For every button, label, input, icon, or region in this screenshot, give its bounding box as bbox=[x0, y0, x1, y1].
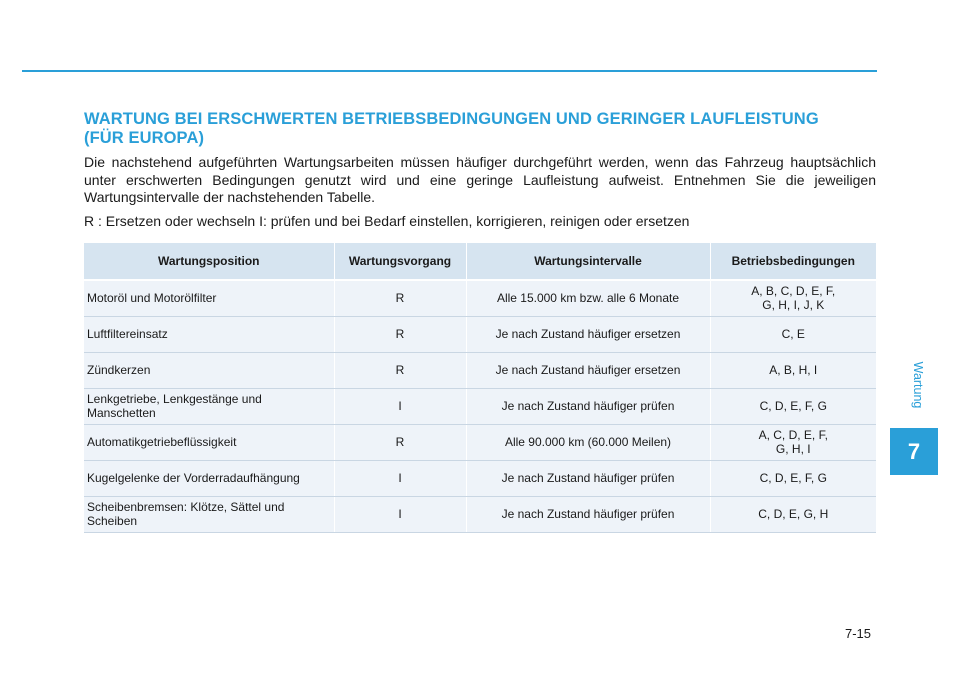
cell-line: A, C, D, E, F, bbox=[758, 428, 828, 442]
cell-line: A, B, C, D, E, F, bbox=[751, 284, 836, 298]
header-action: Wartungsvorgang bbox=[334, 243, 466, 280]
cell-line: Manschetten bbox=[87, 406, 156, 420]
cell-position bbox=[84, 460, 334, 496]
page-number: 7-15 bbox=[845, 626, 872, 641]
cell-line: Alle 90.000 km (60.000 Meilen) bbox=[504, 435, 672, 449]
cell-line: Lenkgetriebe, Lenkgestänge und bbox=[87, 392, 262, 406]
cell-conditions bbox=[710, 352, 876, 388]
section-title-line-2: (FÜR EUROPA) bbox=[84, 129, 205, 147]
cell-position bbox=[84, 316, 334, 352]
table-row bbox=[84, 316, 876, 352]
cell-interval bbox=[466, 424, 710, 460]
cell-interval bbox=[466, 352, 710, 388]
cell-position bbox=[84, 424, 334, 460]
cell-action: R bbox=[334, 424, 466, 460]
cell-line: C, E bbox=[781, 327, 805, 341]
main-content bbox=[84, 110, 876, 533]
table-header-row bbox=[84, 243, 876, 280]
side-tab bbox=[901, 340, 935, 430]
table-row bbox=[84, 352, 876, 388]
cell-interval bbox=[466, 388, 710, 424]
legend-text: R : Ersetzen oder wechseln I: prüfen und bei Bedarf einstellen, korrigieren, reinigen oder ersetzen bbox=[84, 212, 690, 229]
cell-line: C, D, E, F, G bbox=[759, 471, 827, 485]
cell-line: Je nach Zustand häufiger ersetzen bbox=[495, 363, 681, 377]
cell-line: Kugelgelenke der Vorderradaufhängung bbox=[87, 471, 300, 485]
section-title bbox=[84, 110, 876, 148]
cell-line: Je nach Zustand häufiger prüfen bbox=[501, 399, 675, 413]
cell-conditions bbox=[710, 424, 876, 460]
table-row bbox=[84, 424, 876, 460]
cell-action: R bbox=[334, 316, 466, 352]
cell-conditions bbox=[710, 460, 876, 496]
table-row bbox=[84, 388, 876, 424]
table-row bbox=[84, 280, 876, 317]
cell-interval bbox=[466, 460, 710, 496]
cell-line: Alle 15.000 km bzw. alle 6 Monate bbox=[496, 291, 680, 305]
cell-conditions bbox=[710, 316, 876, 352]
section-title-line-1: WARTUNG BEI ERSCHWERTEN BETRIEBSBEDINGUNGEN UND GERINGER LAUFLEISTUNG bbox=[84, 110, 819, 128]
header-position: Wartungsposition bbox=[84, 243, 334, 280]
cell-position bbox=[84, 496, 334, 532]
cell-line: G, H, I bbox=[775, 442, 811, 456]
cell-line: Je nach Zustand häufiger ersetzen bbox=[495, 327, 681, 341]
cell-conditions bbox=[710, 388, 876, 424]
cell-action: R bbox=[334, 280, 466, 317]
table-row bbox=[84, 460, 876, 496]
cell-position bbox=[84, 280, 334, 317]
cell-conditions bbox=[710, 280, 876, 317]
cell-line: Scheiben bbox=[87, 514, 138, 528]
cell-line: Luftfiltereinsatz bbox=[87, 327, 168, 341]
table-row bbox=[84, 496, 876, 532]
table-body bbox=[84, 280, 876, 533]
cell-interval bbox=[466, 316, 710, 352]
header-interval: Wartungsintervalle bbox=[466, 243, 710, 280]
cell-line: Zündkerzen bbox=[87, 363, 151, 377]
cell-position bbox=[84, 352, 334, 388]
maintenance-table bbox=[84, 243, 876, 533]
header-conditions: Betriebsbedingungen bbox=[710, 243, 876, 280]
side-tab-label: Wartung bbox=[911, 361, 925, 409]
cell-position bbox=[84, 388, 334, 424]
cell-line: Motoröl und Motorölfilter bbox=[87, 291, 217, 305]
cell-action: I bbox=[334, 388, 466, 424]
cell-line: Automatikgetriebeflüssigkeit bbox=[87, 435, 237, 449]
cell-line: Je nach Zustand häufiger prüfen bbox=[501, 507, 675, 521]
cell-interval bbox=[466, 280, 710, 317]
cell-line: Scheibenbremsen: Klötze, Sättel und bbox=[87, 500, 285, 514]
chapter-number-badge: 7 bbox=[890, 428, 938, 475]
cell-action: I bbox=[334, 496, 466, 532]
top-divider bbox=[22, 70, 877, 72]
cell-line: C, D, E, F, G bbox=[759, 399, 827, 413]
cell-interval bbox=[466, 496, 710, 532]
cell-line: C, D, E, G, H bbox=[758, 507, 829, 521]
cell-action: R bbox=[334, 352, 466, 388]
cell-line: G, H, I, J, K bbox=[762, 298, 825, 312]
intro-paragraph: Die nachstehend aufgeführten Wartungsarbeiten müssen häufiger durchgeführt werden, wenn das Fahrzeug hauptsächlich unter erschwerten Bedingungen genutzt wird und eine geringe Laufleistung aufweist. Entnehmen Sie die jeweiligen Wartungsintervalle der nachstehenden Tabelle. bbox=[84, 154, 876, 205]
cell-action: I bbox=[334, 460, 466, 496]
cell-line: Je nach Zustand häufiger prüfen bbox=[501, 471, 675, 485]
cell-line: A, B, H, I bbox=[769, 363, 818, 377]
cell-conditions bbox=[710, 496, 876, 532]
